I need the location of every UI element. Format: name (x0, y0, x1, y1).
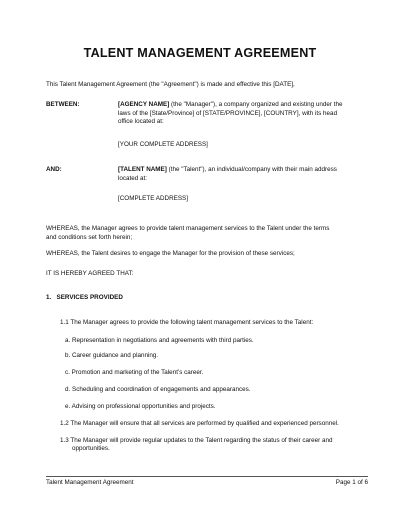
footer-page-number: Page 1 of 6 (335, 479, 368, 486)
between-label: BETWEEN: (46, 101, 80, 108)
whereas-1-line-2: and conditions set forth herein; (46, 234, 133, 241)
clause-1-3-line-2: opportunities. (72, 445, 110, 452)
and-label: AND: (46, 166, 62, 173)
clause-1-3-line-1: 1.3 The Manager will provide regular updates to the Talent regarding the status of their career and (60, 437, 333, 444)
section-1-heading: 1. SERVICES PROVIDED (46, 294, 123, 301)
document-title: TALENT MANAGEMENT AGREEMENT (83, 46, 317, 60)
footer-divider (46, 476, 368, 477)
list-item-e: e. Advising on professional opportunities and projects. (65, 403, 216, 410)
talent-address: [COMPLETE ADDRESS] (118, 195, 188, 202)
and-description-2: located at: (118, 174, 148, 182)
intro-paragraph: This Talent Management Agreement (the "Agreement") is made and effective this [DATE], (46, 81, 295, 88)
between-party-block (118, 101, 363, 127)
and-description-1: (the "Talent"), an individual/company with their main address (166, 166, 337, 173)
clause-1-2: 1.2 The Manager will ensure that all services are performed by qualified and experienced personnel. (60, 420, 339, 427)
whereas-1-line-1: WHEREAS, the Manager agrees to provide talent management services to the Talent under the terms (46, 225, 330, 232)
agency-name: [AGENCY NAME] (118, 101, 170, 108)
between-description-2: laws of the [State/Province] of [STATE/PROVINCE], [COUNTRY], with its head (118, 109, 338, 117)
list-item-c: c. Promotion and marketing of the Talent’s career. (65, 369, 204, 376)
whereas-2: WHEREAS, the Talent desires to engage the Manager for the provision of these services; (46, 250, 295, 257)
and-party-block (118, 166, 363, 183)
between-description-1: (the "Manager"), a company organized and existing under the (169, 101, 343, 108)
agreed-statement: IT IS HEREBY AGREED THAT: (46, 270, 134, 277)
agency-address: [YOUR COMPLETE ADDRESS] (118, 141, 208, 148)
list-item-a: a. Representation in negotiations and agreements with third parties. (65, 337, 254, 344)
list-item-b: b. Career guidance and planning. (65, 352, 159, 359)
list-item-d: d. Scheduling and coordination of engagements and appearances. (65, 386, 251, 393)
between-description-3: office located at: (118, 118, 164, 126)
talent-name: [TALENT NAME] (118, 166, 167, 173)
footer-document-name: Talent Management Agreement (46, 479, 134, 486)
clause-1-1: 1.1 The Manager agrees to provide the following talent management services to the Talent: (60, 319, 314, 326)
